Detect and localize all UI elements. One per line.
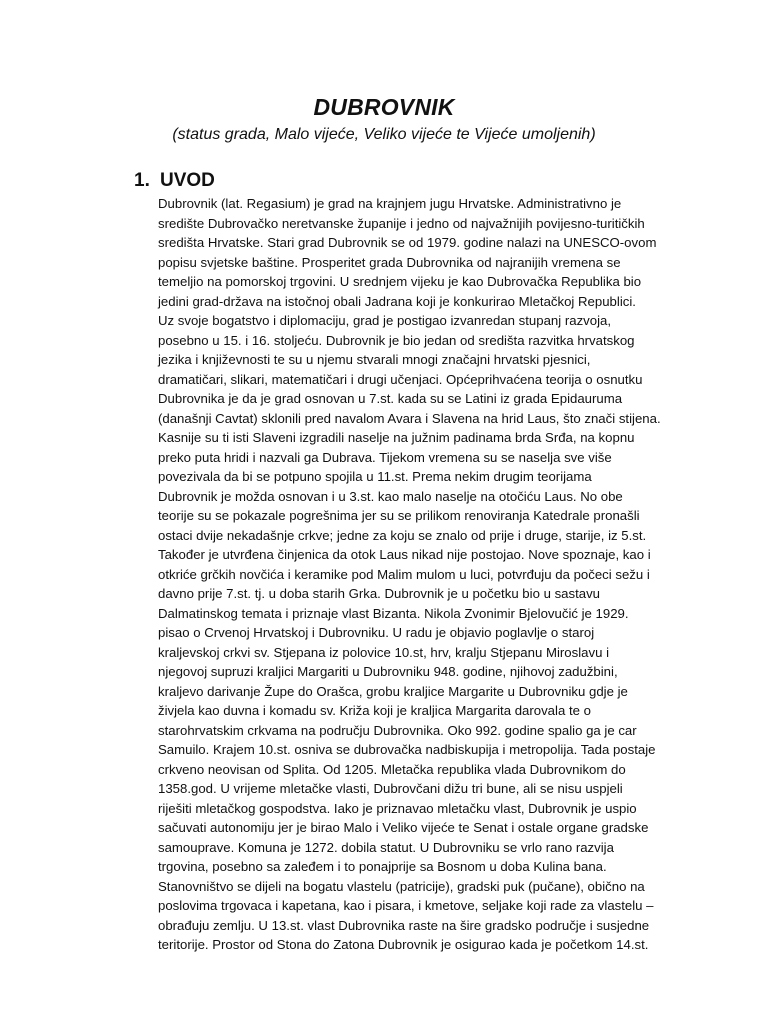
body-text-line: njegovoj supruzi kraljici Margariti u Dubrovniku 948. godine, njihovoj zadužbini,	[158, 664, 618, 679]
body-text-line: crkveno neovisan od Splita. Od 1205. Mletačka republika vlada Dubrovnikom do	[158, 761, 626, 777]
body-text-line: poslovima trgovaca i kapetana, kao i pisara, i kmetove, seljake koji rade za vlastelu –	[158, 898, 654, 913]
body-text-line: Dubrovnik je možda osnovan i u 3.st. kao malo naselje na otočiću Laus. No obe	[158, 488, 623, 504]
body-text-line: kraljevo darivanje Župe do Orašca, grobu kraljice Margarite u Dubrovniku gdje je	[158, 683, 628, 699]
body-text-line: preko puta hridi i nazvali ga Dubrava. Tijekom vremena su se naselja sve više	[158, 449, 612, 465]
document-subtitle: (status grada, Malo vijeće, Veliko vijeće te Vijeće umoljenih)	[172, 126, 596, 143]
body-text-line: teritorije. Prostor od Stona do Zatona Dubrovnik je osigurao kada je početkom 14.st.	[158, 937, 649, 952]
body-text-line: riješiti mletačkog gospodstva. Iako je priznavao mletačku vlast, Dubrovnik je uspio	[158, 800, 637, 816]
body-text-line: sačuvati autonomiju jer je birao Malo i Veliko vijeće te Senat i ostale organe gradske	[158, 820, 649, 835]
body-text-line: pisao o Crvenoj Hrvatskoj i Dubrovniku. U radu je objavio poglavlje o staroj	[158, 625, 595, 640]
body-text-line: povezivala da bi se potpuno spojila u 11.st. Prema nekim drugim teorijama	[158, 469, 592, 484]
body-paragraph	[158, 194, 688, 955]
body-text-line: Kasnije su ti isti Slaveni izgradili naselje na južnim padinama brda Srđa, na kopnu	[158, 430, 635, 445]
body-text-line: Dubrovnik (lat. Regasium) je grad na krajnjem jugu Hrvatske. Administrativno je	[158, 196, 622, 211]
body-text-line: otkriće grčkih novčića i keramike pod Malim mulom u luci, potvrđuju da počeci sežu i	[158, 566, 650, 582]
body-text-line: Uz svoje bogatstvo i diplomaciju, grad je postigao izvanredan stupanj razvoja,	[158, 313, 612, 328]
body-text-line: 1358.god. U vrijeme mletačke vlasti, Dubrovčani dižu tri bune, ali se nisu uspjeli	[158, 781, 623, 796]
body-text-line: Stanovništvo se dijeli na bogatu vlastelu (patricije), gradski puk (pučane), obično na	[158, 878, 645, 894]
body-text-line: davno prije 7.st. tj. u doba starih Grka. Dubrovnik je u početku bio u sastavu	[158, 586, 601, 601]
body-text-line: jezika i književnosti te su u njemu stvarali mnogi značajni hrvatski pjesnici,	[158, 352, 591, 367]
body-text-line: kraljevskoj crkvi sv. Stjepana iz polovice 10.st, hrv, kralju Stjepanu Miroslavu i	[158, 644, 609, 660]
body-text-line: jedini grad-država na istočnoj obali Jadrana koji je konkurirao Mletačkoj Republici.	[158, 293, 636, 309]
body-text-line: Također je utvrđena činjenica da otok Laus nikad nije postojao. Nove spoznaje, kao i	[158, 547, 651, 562]
body-text-line: živjela kao duvna i komadu sv. Križa koji je kraljica Margarita darovala te o	[158, 703, 591, 718]
body-text-line: Samuilo. Krajem 10.st. osniva se dubrovačka nadbiskupija i metropolija. Tada postaje	[158, 742, 656, 757]
body-text-line: popisu svjetske baštine. Prosperitet grada Dubrovnika od najranijih vremena se	[158, 254, 621, 270]
section-title: UVOD	[160, 170, 215, 191]
body-text-line: obrađuju zemlju. U 13.st. vlast Dubrovnika raste na šire gradsko područje i susjedne	[158, 917, 650, 933]
section-number: 1.	[134, 170, 150, 191]
body-text-line: (današnji Cavtat) sklonili pred navalom Avara i Slavena na hrid Laus, što znači stijena.	[158, 410, 661, 426]
body-text-line: starohrvatskim crkvama na području Dubrovnika. Oko 992. godine spalio ga je car	[158, 722, 637, 738]
body-text-line: središta Hrvatske. Stari grad Dubrovnik se od 1979. godine nalazi na UNESCO-ovom	[158, 235, 657, 250]
body-text-line: ostaci dvije nekadašnje crkve; jedne za koju se znalo od prije i druge, starije, iz 5.st.	[158, 527, 647, 543]
body-text-line: trgovina, posebno sa zaleđem i to ponajprije sa Bosnom u doba Kulina bana.	[158, 859, 607, 874]
body-text-line: središte Dubrovačko neretvanske županije i jedno od najvažnijih povijesno-turitičkih	[158, 215, 645, 231]
body-text-line: posebno u 15. i 16. stoljeću. Dubrovnik je bio jedan od središta razvitka hrvatskog	[158, 332, 635, 348]
body-text-line: teorije su se pokazale pogrešnima jer su se prilikom renoviranja Katedrale pronašli	[158, 508, 640, 523]
body-text-line: samouprave. Komuna je 1272. dobila statut. U Dubrovniku se vrlo rano razvija	[158, 839, 614, 855]
section-heading	[134, 170, 215, 192]
body-text-line: temeljio na pomorskoj trgovini. U srednjem vijeku je kao Dubrovačka Republika bio	[158, 274, 642, 289]
body-text-line: Dalmatinskog temata i priznaje vlast Bizanta. Nikola Zvonimir Bjelovučić je 1929.	[158, 605, 629, 621]
body-text-line: Dubrovnika je da je grad osnovan u 7.st. kada su se Latini iz grada Epidauruma	[158, 391, 623, 406]
document-title: DUBROVNIK	[313, 94, 455, 120]
body-text-line: dramatičari, slikari, matematičari i drugi učenjaci. Općeprihvaćena teorija o osnutku	[158, 371, 643, 387]
